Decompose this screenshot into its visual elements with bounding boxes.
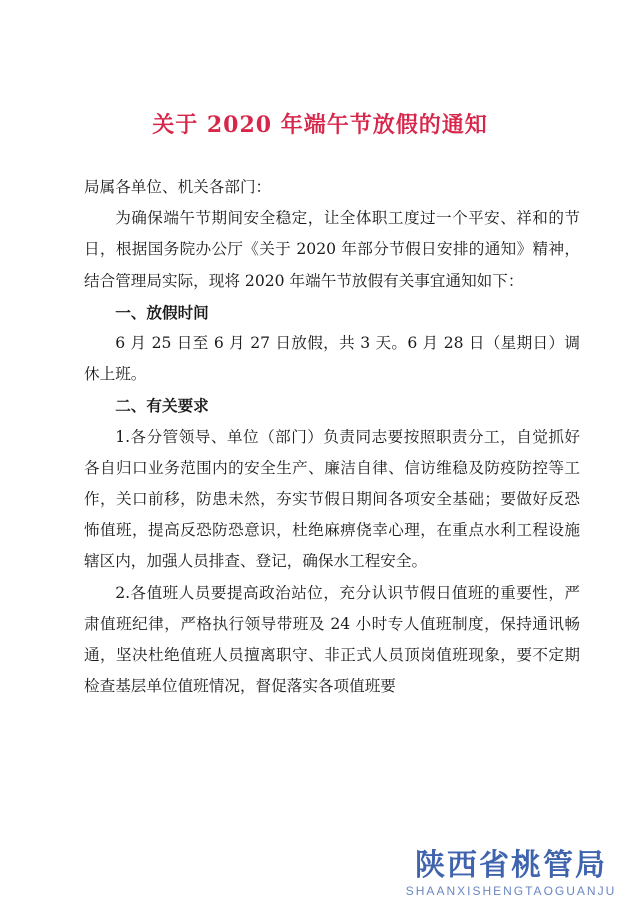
requirement-item-1: 1.各分管领导、单位（部门）负责同志要按照职责分工，自觉抓好各自归口业务范围内的安全生产、廉洁自律、信访维稳及防疫防控等工作，关口前移，防患未然，夯实节假日期间各项安全基础；要做好反恐怖值班，提高反恐防恐意识，杜绝麻痹侥幸心理，在重点水利工程设施辖区内，加强人员排查、登记，确保水工程安全。 <box>84 427 580 571</box>
holiday-time-paragraph: 6 月 25 日至 6 月 27 日放假，共 3 天。6 月 28 日（星期日）调休上班。 <box>84 334 580 384</box>
intro-paragraph: 为确保端午节期间安全稳定，让全体职工度过一个平安、祥和的节日，根据国务院办公厅《关于 2020 年部分节假日安排的通知》精神，结合管理局实际，现将 2020 年端午节放假有关事宜通知如下： <box>84 209 580 290</box>
section-heading-requirements: 二、有关要求 <box>115 396 209 416</box>
watermark-cn: 陕西省桃管局 <box>415 848 607 883</box>
document-title: 关于 2020 年端午节放假的通知 <box>152 112 488 138</box>
watermark-logo <box>396 848 626 898</box>
document-body <box>84 172 580 702</box>
section-heading-holiday-time: 一、放假时间 <box>115 302 209 322</box>
salutation: 局属各单位、机关各部门： <box>84 178 272 196</box>
watermark-en: SHAANXISHENGTAOGUANJU <box>405 884 617 898</box>
requirement-item-2: 2.各值班人员要提高政治站位，充分认识节假日值班的重要性，严肃值班纪律，严格执行领导带班及 24 小时专人值班制度，保持通讯畅通，坚决杜绝值班人员擅离职守、非正式人员顶岗值班现象，要不定期检查基层单位值班情况，督促落实各项值班要 <box>84 583 580 696</box>
